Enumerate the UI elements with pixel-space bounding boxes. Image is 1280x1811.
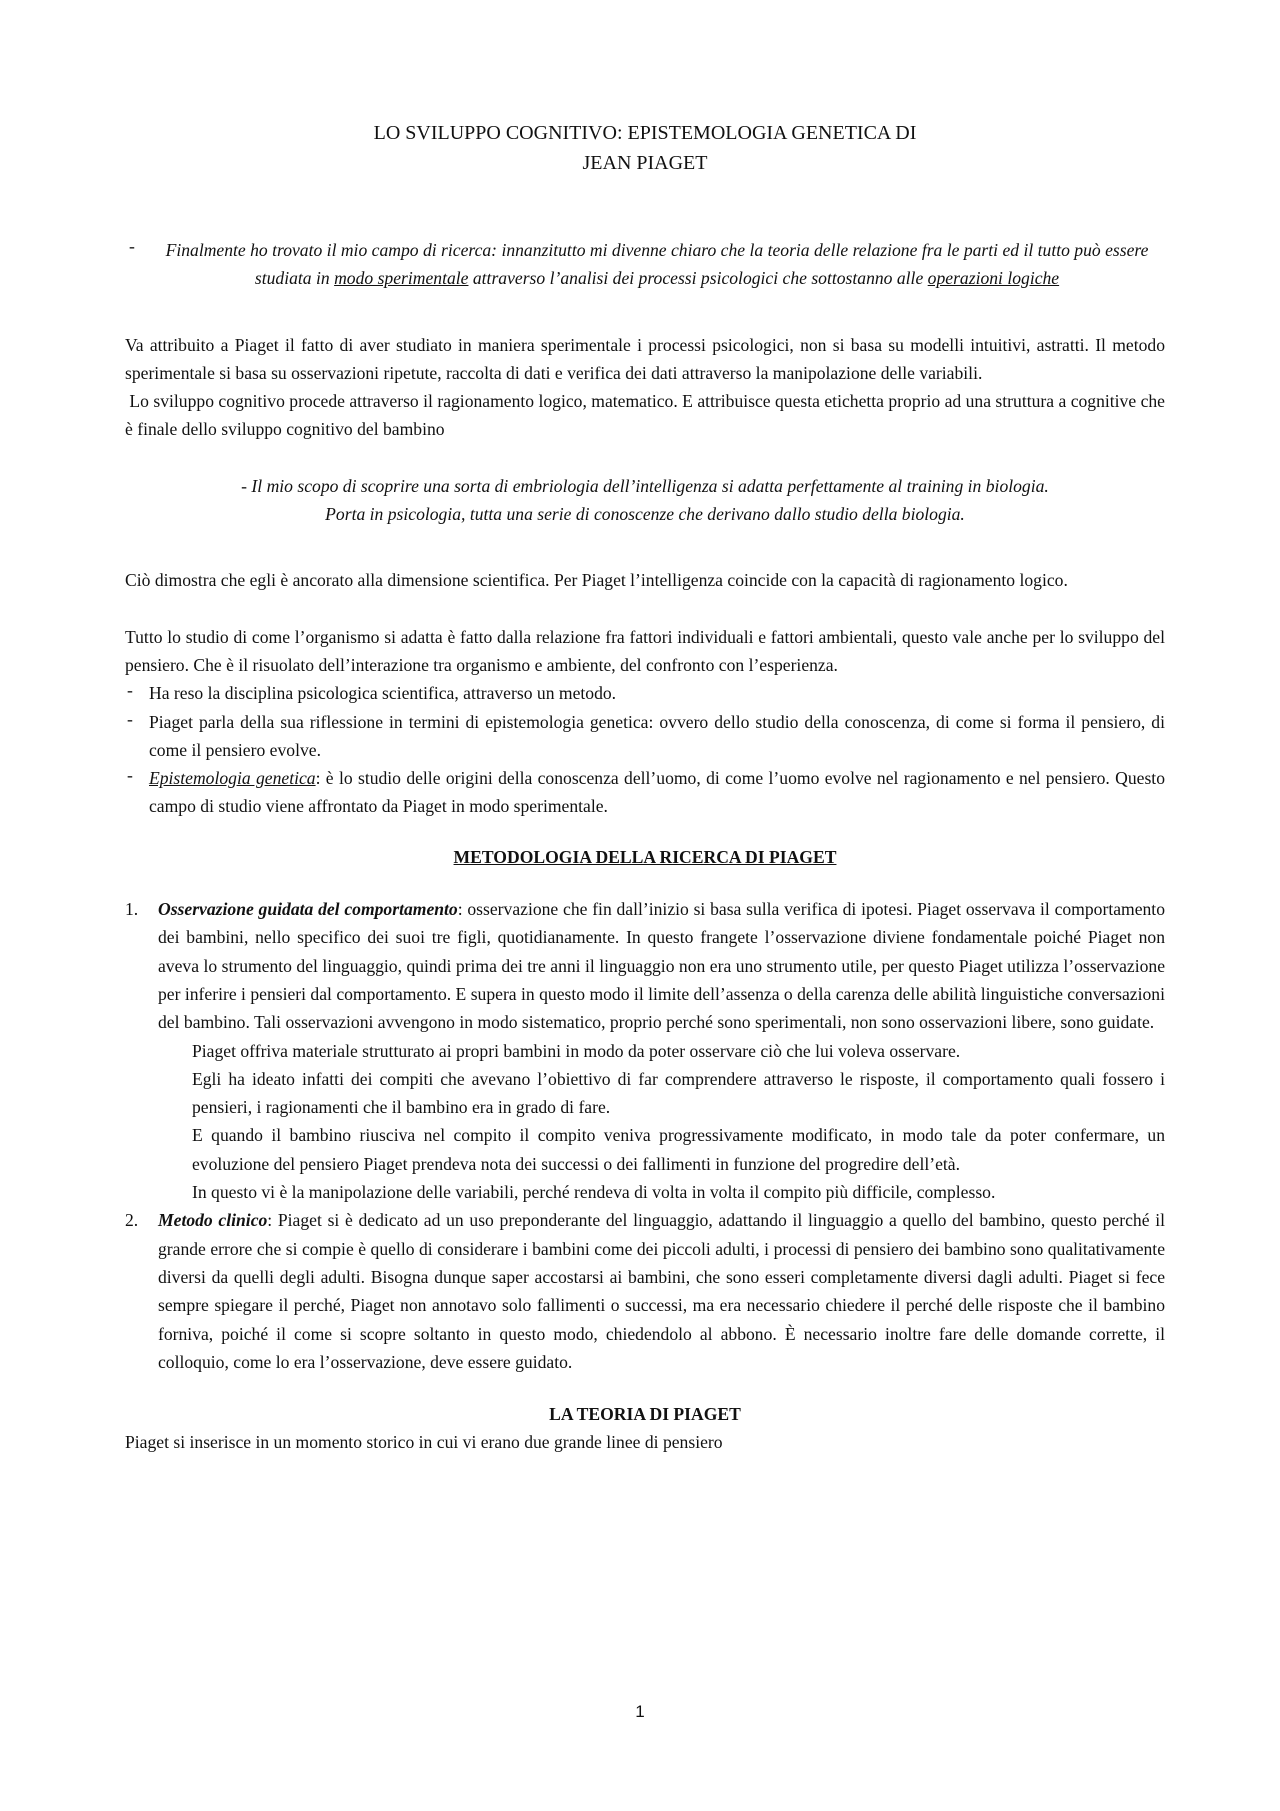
biology-quote-line-1: - Il mio scopo di scoprire una sorta di embriologia dell’intelligenza si adatta perfettamente al training in biologia. <box>241 475 1049 496</box>
method-text: : Piaget si è dedicato ad un uso preponderante del linguaggio, adattando il linguaggio a quello del bambino, questo perché il grande errore che si compie è quello di considerare i bambini come dei piccoli adulti, i processi di pensiero dei bambino sono qualitativamente diversi da quelli degli adulti. Bisogna dunque saper accostarsi ai bambini, che sono esseri completamente diversi dagli adulti. Piaget si fece sempre spiegare il perché, Piaget non annotavo solo fallimenti o successi, ma era necessario chiedere il perché delle risposte che il bambino forniva, poiché il come si scopre soltanto in questo modo, chiedendolo al abbono. È necessario inoltre fare delle domande corrette, il colloquio, come lo era l’osservazione, deve essere guidato. <box>158 1210 1165 1372</box>
method-number: 2. <box>125 1210 139 1231</box>
section-title-theory: LA TEORIA DI PIAGET <box>549 1404 741 1425</box>
biology-quote-line-2: Porta in psicologia, tutta una serie di conoscenze che derivano dallo studio della biologia. <box>325 504 965 525</box>
document-title <box>125 118 1165 178</box>
method-number: 1. <box>125 899 139 920</box>
title-line-1: LO SVILUPPO COGNITIVO: EPISTEMOLOGIA GENETICA DI <box>373 122 917 144</box>
opening-quote <box>125 236 1165 293</box>
paragraph-4: Tutto lo studio di come l’organismo si adatta è fatto dalla relazione fra fattori individuali e fattori ambientali, questo vale anche per lo sviluppo del pensiero. Che è il risuolato dell’interazione tra organismo e ambiente, del confronto con l’esperienza. <box>125 626 1165 675</box>
dash-list <box>125 679 1165 820</box>
list-dash: - <box>127 680 133 701</box>
method-detail-4: In questo vi è la manipolazione delle variabili, perché rendeva di volta in volta il compito più difficile, complesso. <box>192 1182 996 1203</box>
epistemologia-term: Epistemologia genetica <box>149 768 316 789</box>
quote-text-2: attraverso l’analisi dei processi psicologici che sottostanno alle <box>472 268 924 289</box>
method-item-observation <box>125 895 1165 1206</box>
quote-underline-1: modo sperimentale <box>334 268 469 289</box>
quote-text-1: Finalmente ho trovato il mio campo di ricerca: innanzitutto mi divenne chiaro che la teoria delle relazione fra le parti ed il tutto può essere studiata in <box>165 240 1149 289</box>
list-item <box>125 708 1165 765</box>
list-item <box>125 764 1165 821</box>
page-number: 1 <box>635 1702 645 1721</box>
paragraph-2: Lo sviluppo cognitivo procede attraverso il ragionamento logico, matematico. E attribuisce questa etichetta proprio ad una struttura a cognitive che è finale dello sviluppo cognitivo del bambino <box>125 391 1170 440</box>
method-list <box>125 895 1165 1376</box>
method-term: Osservazione guidata del comportamento <box>158 899 458 920</box>
method-term: Metodo clinico <box>158 1210 268 1231</box>
quote-dash: - <box>129 236 135 256</box>
list-dash: - <box>127 708 133 729</box>
list-item-text: Piaget parla della sua riflessione in termini di epistemologia genetica: ovvero dello studio della conoscenza, di come si forma il pensiero, di come il pensiero evolve. <box>149 711 1165 760</box>
section-title-methodology: METODOLOGIA DELLA RICERCA DI PIAGET <box>453 846 837 867</box>
method-detail-2: Egli ha ideato infatti dei compiti che avevano l’obiettivo di far comprendere attraverso le risposte, il comportamento quali fossero i pensieri, i ragionamenti che il bambino era in grado di fare. <box>192 1068 1165 1118</box>
paragraph-1: Va attribuito a Piaget il fatto di aver studiato in maniera sperimentale i processi psicologici, non si basa su modelli intuitivi, astratti. Il metodo sperimentale si basa su osservazioni ripetute, raccolta di dati e verifica dei dati attraverso la manipolazione delle variabili. <box>125 334 1165 383</box>
method-item-clinical <box>125 1206 1165 1376</box>
list-dash: - <box>127 765 133 786</box>
list-item <box>125 679 1165 707</box>
biology-quote <box>125 472 1165 529</box>
title-line-2: JEAN PIAGET <box>582 152 708 174</box>
theory-intro: Piaget si inserisce in un momento storico in cui vi erano due grande linee di pensiero <box>125 1432 723 1453</box>
list-item-text: : è lo studio delle origini della conoscenza dell’uomo, di come l’uomo evolve nel ragionamento e nel pensiero. Questo campo di studio viene affrontato da Piaget in modo sperimentale. <box>149 768 1165 817</box>
method-detail-3: E quando il bambino riusciva nel compito il compito veniva progressivamente modificato, in modo tale da poter confermare, un evoluzione del pensiero Piaget prendeva nota dei successi o dei fallimenti in funzione del progredire dell’età. <box>192 1125 1165 1174</box>
paragraph-3: Ciò dimostra che egli è ancorato alla dimensione scientifica. Per Piaget l’intelligenza coincide con la capacità di ragionamento logico. <box>125 570 1068 591</box>
method-detail-1: Piaget offriva materiale strutturato ai propri bambini in modo da poter osservare ciò che lui voleva osservare. <box>192 1040 961 1061</box>
document-body <box>125 118 1170 1457</box>
method-text: : osservazione che fin dall’inizio si basa sulla verifica di ipotesi. Piaget osservava il comportamento dei bambini, nello specifico dei suoi tre figli, quotidianamente. In questo frangete l’osservazione diviene fondamentale poiché Piaget non aveva lo strumento del linguaggio, quindi prima dei tre anni il linguaggio non era uno strumento utile, per questo Piaget utilizza l’osservazione per inferire i pensieri dal comportamento. E supera in questo modo il limite dell’assenza o della carenza delle abilità linguistiche conversazioni del bambino. Tali osservazioni avvengono in modo sistematico, proprio perché sono sperimentali, non sono osservazioni libere, sono guidate. <box>158 899 1165 1033</box>
quote-underline-2: operazioni logiche <box>927 268 1060 289</box>
list-item-text: Ha reso la disciplina psicologica scientifica, attraverso un metodo. <box>149 683 617 704</box>
